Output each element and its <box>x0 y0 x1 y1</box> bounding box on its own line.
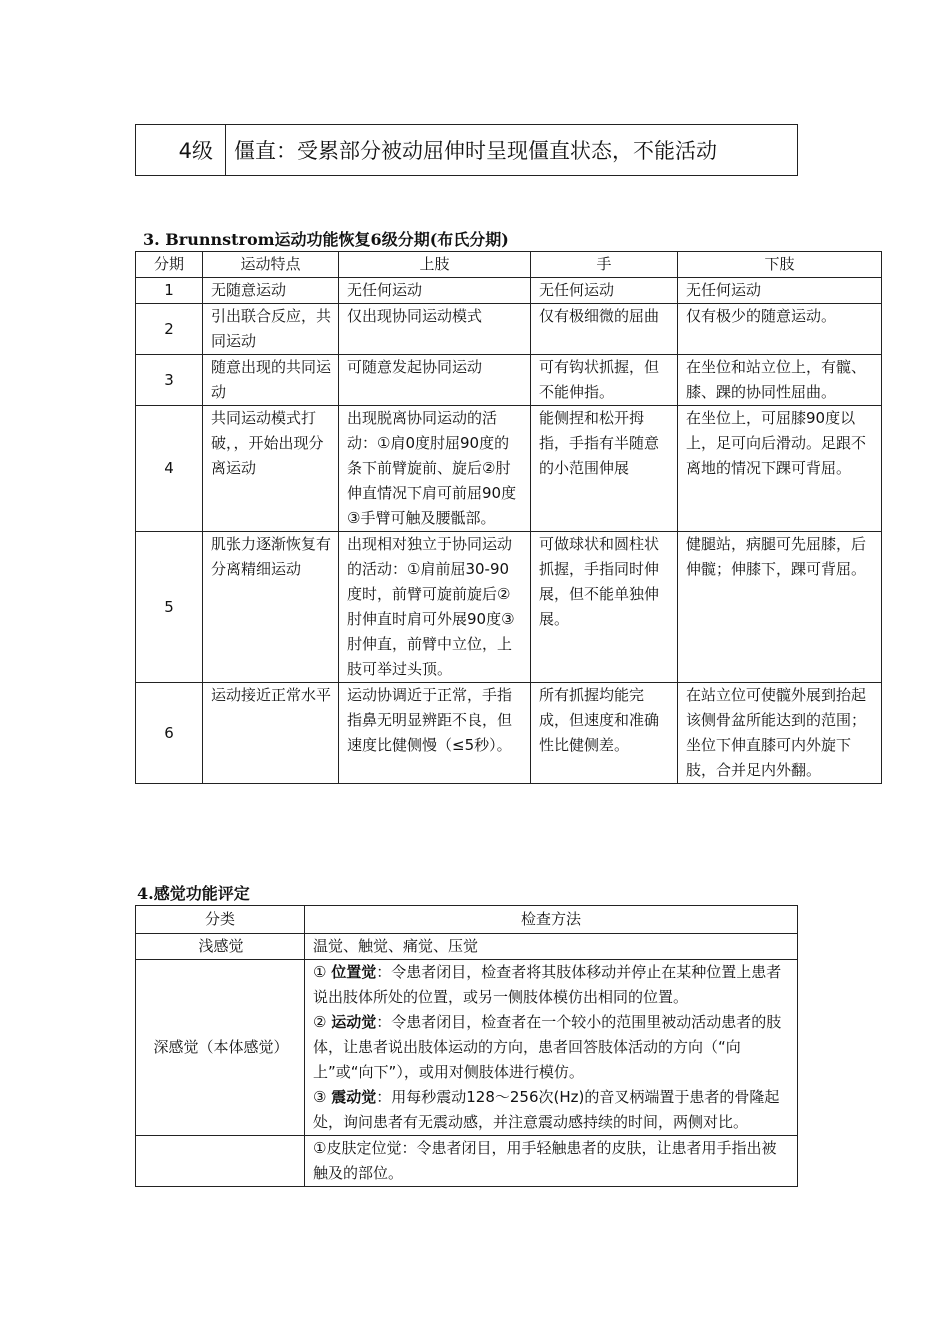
lower-limb-cell: 无任何运动 <box>678 278 882 304</box>
table-row <box>136 532 882 683</box>
brunnstrom-table <box>135 251 882 784</box>
header-motor-feature: 运动特点 <box>203 252 339 278</box>
stage-cell: 4 <box>136 406 203 532</box>
hand-cell: 所有抓握均能完成，但速度和准确性比健侧差。 <box>531 683 678 784</box>
header-lower-limb: 下肢 <box>678 252 882 278</box>
method-cell: 温觉、触觉、痛觉、压觉 <box>305 934 798 960</box>
hand-cell: 无任何运动 <box>531 278 678 304</box>
category-cell <box>136 1136 305 1187</box>
table-row <box>136 304 882 355</box>
grade-4-row <box>136 125 798 176</box>
table-row <box>136 278 882 304</box>
sensory-table <box>135 905 798 1187</box>
table-row <box>136 960 798 1136</box>
table-row <box>136 406 882 532</box>
header-stage: 分期 <box>136 252 203 278</box>
motor-feature-cell: 引出联合反应，共同运动 <box>203 304 339 355</box>
stage-cell: 1 <box>136 278 203 304</box>
upper-limb-cell: 无任何运动 <box>339 278 531 304</box>
header-hand: 手 <box>531 252 678 278</box>
brunnstrom-section-title: 3. Brunnstrom运动功能恢复6级分期(布氏分期) <box>143 230 509 249</box>
stage-cell: 2 <box>136 304 203 355</box>
motor-feature-cell: 肌张力逐渐恢复有分离精细运动 <box>203 532 339 683</box>
motion-sense-item: ② 运动觉：令患者闭目，检查者在一个较小的范围里被动活动患者的肢体，让患者说出肢体运动的方向，患者回答肢体活动的方向（“向上”或“向下”），或用对侧肢体进行模仿。 <box>313 1013 782 1081</box>
lower-limb-cell: 健腿站，病腿可先屈膝，后伸髋；伸膝下，踝可背屈。 <box>678 532 882 683</box>
header-method: 检查方法 <box>305 906 798 934</box>
lower-limb-cell: 在坐位和站立位上，有髋、膝、踝的协同性屈曲。 <box>678 355 882 406</box>
grade-4-table <box>135 124 798 176</box>
sensory-section-title: 4.感觉功能评定 <box>137 884 250 903</box>
hand-cell: 仅有极细微的屈曲 <box>531 304 678 355</box>
method-cell <box>305 960 798 1136</box>
stage-cell: 6 <box>136 683 203 784</box>
method-cell: ①皮肤定位觉：令患者闭目，用手轻触患者的皮肤，让患者用手指出被触及的部位。 <box>305 1136 798 1187</box>
position-sense-keyword: 位置觉 <box>331 963 377 981</box>
hand-cell: 可做球状和圆柱状抓握，手指同时伸展，但不能单独伸展。 <box>531 532 678 683</box>
vibration-sense-keyword: 震动觉 <box>331 1088 377 1106</box>
upper-limb-cell: 仅出现协同运动模式 <box>339 304 531 355</box>
hand-cell: 可有钩状抓握，但不能伸指。 <box>531 355 678 406</box>
table-row <box>136 934 798 960</box>
lower-limb-cell: 仅有极少的随意运动。 <box>678 304 882 355</box>
table-row <box>136 355 882 406</box>
hand-cell: 能侧捏和松开拇指，手指有半随意的小范围伸展 <box>531 406 678 532</box>
grade-4-label: 4级 <box>136 125 226 176</box>
upper-limb-cell: 可随意发起协同运动 <box>339 355 531 406</box>
motor-feature-cell: 随意出现的共同运动 <box>203 355 339 406</box>
lower-limb-cell: 在坐位上，可屈膝90度以上，足可向后滑动。足跟不离地的情况下踝可背屈。 <box>678 406 882 532</box>
position-sense-item: ① 位置觉：令患者闭目，检查者将其肢体移动并停止在某种位置上患者说出肢体所处的位置，或另一侧肢体模仿出相同的位置。 <box>313 963 782 1006</box>
lower-limb-cell: 在站立位可使髋外展到抬起该侧骨盆所能达到的范围；坐位下伸直膝可内外旋下肢，合并足内外翻。 <box>678 683 882 784</box>
table-row <box>136 683 882 784</box>
grade-4-description: 僵直：受累部分被动屈伸时呈现僵直状态，不能活动 <box>226 125 798 176</box>
header-upper-limb: 上肢 <box>339 252 531 278</box>
sensory-header-row <box>136 906 798 934</box>
vibration-sense-item: ③ 震动觉：用每秒震动128～256次(Hz)的音叉柄端置于患者的骨隆起处，询问患者有无震动感，并注意震动感持续的时间，两侧对比。 <box>313 1088 780 1131</box>
brunnstrom-header-row <box>136 252 882 278</box>
stage-cell: 5 <box>136 532 203 683</box>
category-cell: 浅感觉 <box>136 934 305 960</box>
motor-feature-cell: 共同运动模式打破，，开始出现分离运动 <box>203 406 339 532</box>
upper-limb-cell: 运动协调近于正常，手指指鼻无明显辨距不良，但速度比健侧慢（≤5秒）。 <box>339 683 531 784</box>
upper-limb-cell: 出现脱离协同运动的活动：①肩0度肘屈90度的条下前臂旋前、旋后②肘伸直情况下肩可前屈90度③手臂可触及腰骶部。 <box>339 406 531 532</box>
stage-cell: 3 <box>136 355 203 406</box>
table-row <box>136 1136 798 1187</box>
motion-sense-keyword: 运动觉 <box>331 1013 377 1031</box>
header-category: 分类 <box>136 906 305 934</box>
category-cell: 深感觉（本体感觉） <box>136 960 305 1136</box>
upper-limb-cell: 出现相对独立于协同运动的活动：①肩前屈30-90度时，前臂可旋前旋后②肘伸直时肩可外展90度③肘伸直，前臂中立位，上肢可举过头顶。 <box>339 532 531 683</box>
motor-feature-cell: 无随意运动 <box>203 278 339 304</box>
motor-feature-cell: 运动接近正常水平 <box>203 683 339 784</box>
